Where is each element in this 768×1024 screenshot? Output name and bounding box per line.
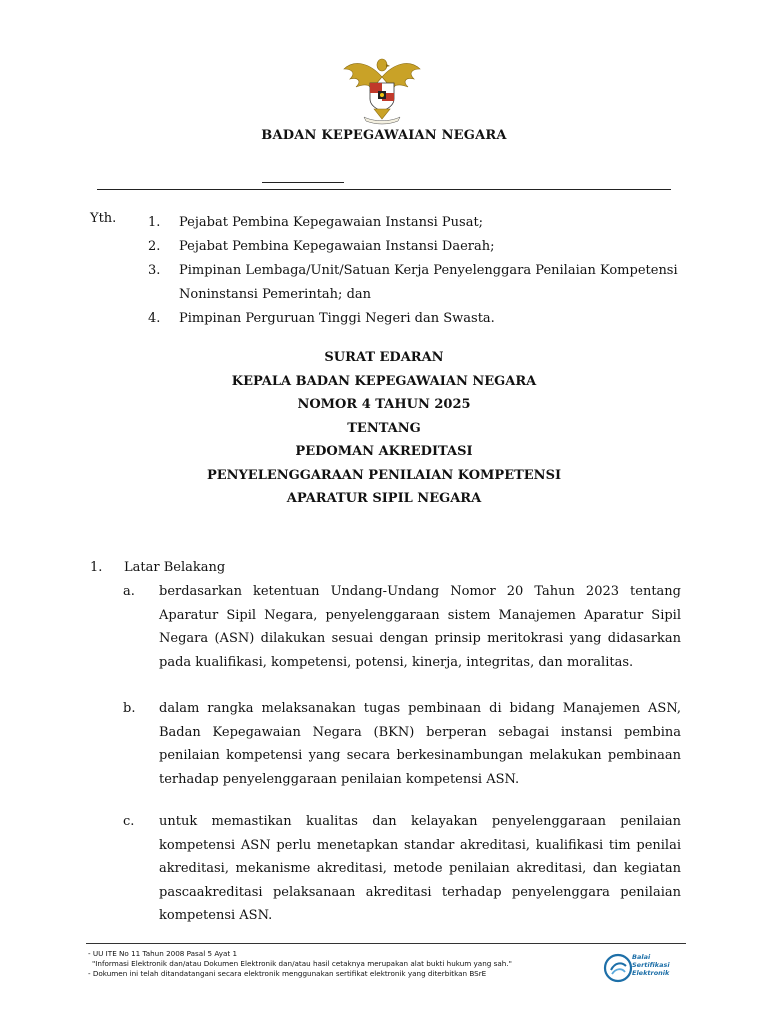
title-line: SURAT EDARAN — [324, 350, 444, 365]
paragraph-letter: c. — [123, 814, 135, 829]
recipient-text: Pimpinan Lembaga/Unit/Satuan Kerja Penyelenggara Penilaian Kompetensi Noninstansi Pemerintah; dan — [179, 263, 678, 302]
document-title — [0, 346, 768, 511]
legal-footer — [88, 949, 608, 979]
paragraph-letter: a. — [123, 584, 135, 599]
agency-name: BADAN KEPEGAWAIAN NEGARA — [261, 128, 507, 143]
paragraph-text: berdasarkan ketentuan Undang-Undang Nomor 20 Tahun 2023 tentang Aparatur Sipil Negara, penyelenggaraan sistem Manajemen Aparatur Sipil Negara (ASN) dilakukan sesuai dengan prinsip meritokrasi yang didasarkan pada kualifikasi, kompetensi, potensi, kinerja, integritas, dan moralitas. — [159, 584, 681, 670]
footer-line: - UU ITE No 11 Tahun 2008 Pasal 5 Ayat 1 — [88, 949, 238, 958]
title-line: PEDOMAN AKREDITASI — [295, 444, 473, 459]
recipient-number: 3. — [148, 263, 161, 278]
recipient-number: 1. — [148, 215, 161, 230]
recipient-item — [148, 259, 688, 307]
paragraph-text: dalam rangka melaksanakan tugas pembinaan di bidang Manajemen ASN, Badan Kepegawaian Negara (BKN) berperan sebagai instansi pembina penilaian kompetensi yang secara berkesinambungan melakukan pembinaan terhadap penyelenggaraan penilaian kompetensi ASN. — [159, 701, 681, 787]
recipient-item — [148, 235, 688, 259]
number-placeholder-line — [262, 182, 344, 183]
bsre-logo-line: Sertifikasi — [632, 961, 670, 969]
recipient-item — [148, 307, 688, 331]
recipient-item — [148, 211, 688, 235]
recipient-list — [148, 211, 688, 331]
title-line: KEPALA BADAN KEPEGAWAIAN NEGARA — [231, 373, 537, 389]
recipient-text: Pejabat Pembina Kepegawaian Instansi Daerah; — [179, 239, 495, 254]
title-line: APARATUR SIPIL NEGARA — [286, 491, 482, 506]
title-line: NOMOR 4 TAHUN 2025 — [297, 397, 471, 412]
title-line: TENTANG — [347, 420, 421, 436]
recipient-text: Pimpinan Perguruan Tinggi Negeri dan Swasta. — [179, 311, 495, 326]
header-divider — [97, 189, 671, 190]
bsre-logo-line: Balai — [632, 953, 651, 961]
recipient-number: 2. — [148, 239, 161, 254]
bsre-logo-line: Elektronik — [632, 969, 670, 977]
paragraph-letter: b. — [123, 701, 136, 716]
paragraph-text: untuk memastikan kualitas dan kelayakan penyelenggaraan penilaian kompetensi ASN perlu menetapkan standar akreditasi, kualifikasi tim penilai akreditasi, mekanisme akreditasi, metode penilaian akreditasi, dan kegiatan pascaakreditasi pelaksanaan akreditasi terhadap penyelenggara penilaian kompetensi ASN. — [159, 814, 681, 923]
title-line: PENYELENGGARAAN PENILAIAN KOMPETENSI — [206, 467, 562, 483]
footer-line: - Dokumen ini telah ditandatangani secara elektronik menggunakan sertifikat elektronik yang diterbitkan BSrE — [88, 969, 487, 978]
recipient-label: Yth. — [90, 211, 117, 226]
recipient-text: Pejabat Pembina Kepegawaian Instansi Pusat; — [179, 215, 484, 230]
footer-line: "Informasi Elektronik dan/atau Dokumen Elektronik dan/atau hasil cetaknya merupakan alat bukti hukum yang sah." — [92, 959, 512, 968]
section-number: 1. — [90, 560, 103, 575]
recipient-number: 4. — [148, 311, 161, 326]
garuda-emblem-icon — [340, 55, 424, 125]
section-title: Latar Belakang — [124, 560, 226, 575]
bsre-logo-text — [632, 953, 670, 977]
footer-divider — [86, 943, 686, 944]
